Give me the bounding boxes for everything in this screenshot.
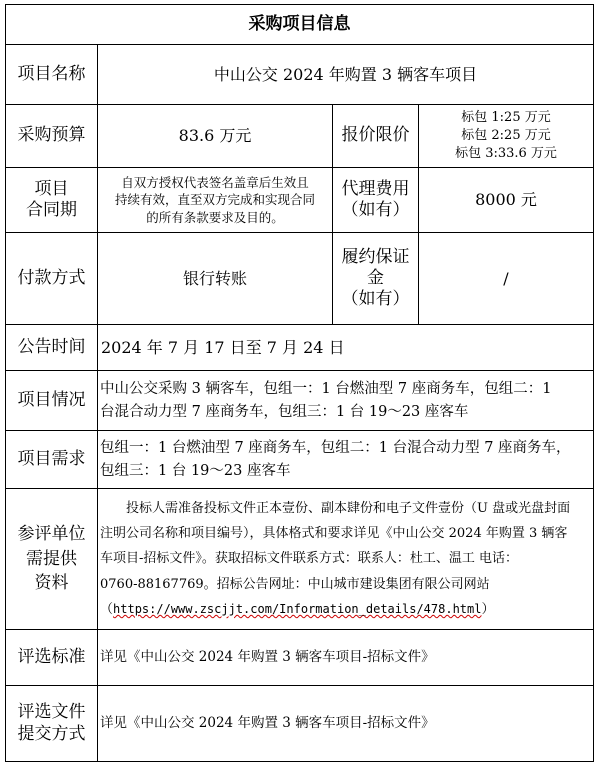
price-limit-line: 标包 1:25 万元 xyxy=(461,110,551,126)
agency-fee-value: 8000 元 xyxy=(475,190,537,209)
contract-period-value: 自双方授权代表签名盖章后生效且 持续有效，直至双方完成和实现合同 的所有条款要求及目的。 xyxy=(114,175,315,225)
contract-period-label: 项目 合同期 xyxy=(26,178,77,220)
announce-time-value: 2024 年 7 月 17 日至 7 月 24 日 xyxy=(101,337,345,357)
submission-value: 详见《中山公交 2024 年购置 3 辆客车项目-招标文件》 xyxy=(100,715,435,732)
project-demand-label: 项目需求 xyxy=(17,448,86,469)
project-name-value: 中山公交 2024 年购置 3 辆客车项目 xyxy=(213,64,478,84)
agency-fee-label: 代理费用 （如有） xyxy=(341,178,410,220)
payment-value: 银行转账 xyxy=(182,268,247,288)
payment-label: 付款方式 xyxy=(17,267,86,288)
price-limit-label: 报价限价 xyxy=(341,125,410,146)
price-limit-line: 标包 3:33.6 万元 xyxy=(455,145,557,161)
submission-label: 评选文件 提交方式 xyxy=(17,702,86,744)
table-title: 采购项目信息 xyxy=(248,13,351,34)
website-link[interactable]: https://www.zscjjt.com/Information_details/478.html xyxy=(113,602,482,617)
performance-bond-value: / xyxy=(503,268,509,288)
budget-value: 83.6 万元 xyxy=(178,126,252,145)
procurement-info-table xyxy=(5,4,594,762)
project-demand-value: 包组一：1 台燃油型 7 座商务车，包组二：1 台混合动力型 7 座商务车， 包组三：1 台 19～23 座客车 xyxy=(100,440,571,479)
performance-bond-label: 履约保证 金 （如有） xyxy=(341,246,410,310)
website-line: （https://www.zscjjt.com/Information_details/478.html） xyxy=(100,602,495,618)
price-limit-value xyxy=(419,105,593,167)
project-name-label: 项目名称 xyxy=(17,63,86,84)
price-limit-line: 标包 2:25 万元 xyxy=(461,128,551,144)
materials-value: 投标人需准备投标文件正本壹份、副本肆份和电子文件壹份（U 盘或光盘封面 注明公司名称和项目编号），具体格式和要求详见《中山公交 2024 年购置 3 辆客 车项目-招标文件》。获取招标文件联系方式：联系人：杜工、温工 电话： 0760-88167769。招标公告网址：中山城市建设集团有限公司网站 （https://www.zscjjt.com/Information_details/478.html） xyxy=(100,491,593,627)
budget-label: 采购预算 xyxy=(17,125,86,146)
criteria-value: 详见《中山公交 2024 年购置 3 辆客车项目-招标文件》 xyxy=(100,649,435,666)
announce-time-label: 公告时间 xyxy=(17,336,86,357)
criteria-label: 评选标准 xyxy=(17,646,86,667)
project-situation-value: 中山公交采购 3 辆客车，包组一：1 台燃油型 7 座商务车，包组二：1 台混合动力型 7 座商务车，包组三：1 台 19～23 座客车 xyxy=(100,381,552,420)
project-situation-label: 项目情况 xyxy=(17,389,86,410)
materials-label: 参评单位 需提供 资料 xyxy=(17,524,86,594)
